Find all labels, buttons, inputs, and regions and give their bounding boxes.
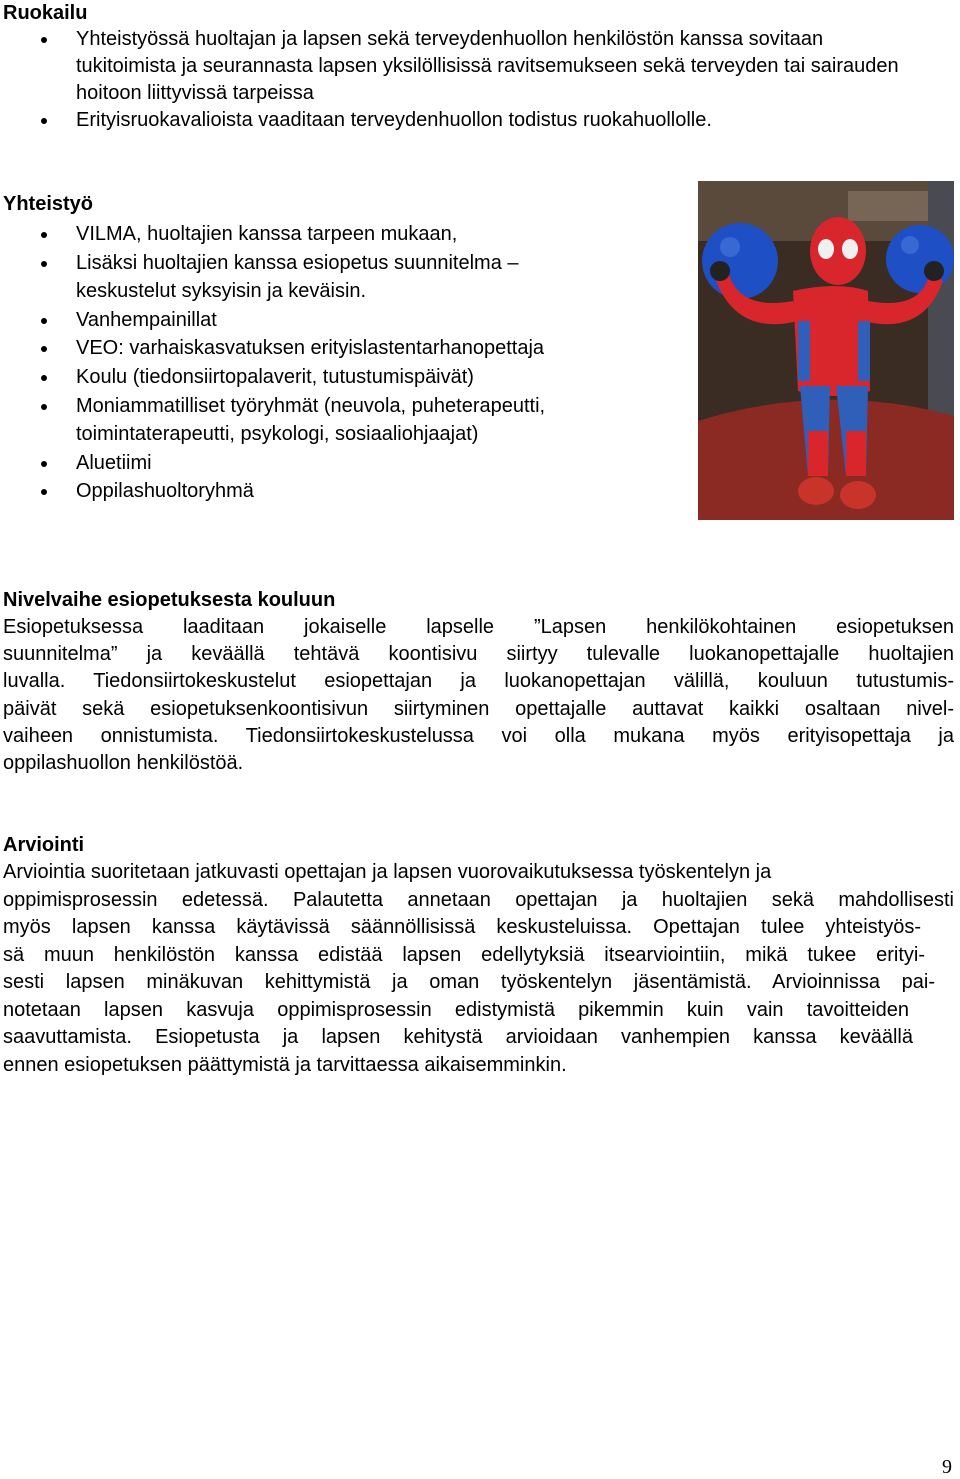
heading-arviointi: Arviointi bbox=[3, 834, 85, 856]
text-line: päivät sekä esiopetuksenkoontisivun siirtyminen opettajalle auttavat kaikki osaltaan nivel- bbox=[3, 697, 954, 720]
list-item-text: Erityisruokavalioista vaaditaan terveydenhuollon todistus ruokahuollolle. bbox=[76, 109, 712, 131]
section-nivelvaihe bbox=[3, 587, 954, 777]
text-line: ennen esiopetuksen päättymistä ja tarvittaessa aikaisemminkin. bbox=[3, 1053, 567, 1076]
text-line: Arviointia suoritetaan jatkuvasti opettajan ja lapsen vuorovaikutuksessa työskentelyn ja bbox=[3, 861, 772, 883]
list-item-text: Yhteistyössä huoltajan ja lapsen sekä terveydenhuollon henkilöstön kanssa sovitaan tukitoimista ja seurannasta lapsen yksilöllisissä ravitsemukseen sekä terveyden tai sairauden hoitoon liittyvissä tarpeissa bbox=[76, 28, 899, 104]
bullet-icon bbox=[41, 37, 47, 43]
text-line: oppimisprosessin edetessä. Palautetta annetaan opettajan ja huoltajien sekä mahdollisesti bbox=[3, 888, 954, 911]
bullet-icon bbox=[41, 261, 47, 267]
list-item bbox=[3, 363, 693, 392]
heading-nivelvaihe: Nivelvaihe esiopetuksesta kouluun bbox=[3, 589, 336, 611]
list-item bbox=[3, 334, 693, 363]
paragraph-nivelvaihe bbox=[3, 614, 954, 777]
bullet-icon bbox=[41, 461, 47, 467]
list-item bbox=[3, 249, 606, 306]
list-item bbox=[3, 306, 693, 335]
bullet-icon bbox=[41, 118, 47, 124]
list-item-text: Lisäksi huoltajien kanssa esiopetus suunnitelma – keskustelut syksyisin ja keväisin. bbox=[76, 251, 519, 303]
list-item bbox=[3, 392, 656, 449]
list-item bbox=[3, 477, 693, 506]
page-number: 9 bbox=[942, 1456, 952, 1478]
child-costume-photo bbox=[698, 181, 954, 520]
bullet-icon bbox=[41, 404, 47, 410]
text-line: sesti lapsen minäkuvan kehittymistä ja oman työskentelyn jäsentämistä. Arvioinnissa pai- bbox=[3, 971, 935, 993]
list-item-text: Koulu (tiedonsiirtopalaverit, tutustumispäivät) bbox=[76, 365, 474, 388]
section-ruokailu bbox=[3, 0, 923, 134]
text-line: luvalla. Tiedonsiirtokeskustelut esiopettajan ja luokanopettajan välillä, kouluun tutustumis- bbox=[3, 670, 954, 693]
heading-yhteistyo: Yhteistyö bbox=[3, 193, 94, 215]
list-item bbox=[3, 220, 693, 249]
bullet-icon bbox=[41, 232, 47, 238]
bullet-icon bbox=[41, 375, 47, 381]
list-item-text: VEO: varhaiskasvatuksen erityislastentarhanopettaja bbox=[76, 337, 545, 360]
text-line: notetaan lapsen kasvuja oppimisprosessin edistymistä pikemmin kuin vain tavoitteiden bbox=[3, 998, 909, 1021]
text-line: myös lapsen kanssa käytävissä säännöllisissä keskusteluissa. Opettajan tulee yhteistyös- bbox=[3, 916, 921, 938]
bullet-icon bbox=[41, 318, 47, 324]
paragraph-arviointi bbox=[3, 859, 954, 1079]
list-item bbox=[3, 107, 923, 134]
text-line: suunnitelma” ja keväällä tehtävä koontisivu siirtyy tulevalle luokanopettajalle huoltajien bbox=[3, 643, 954, 666]
list-item-text: Oppilashuoltoryhmä bbox=[76, 480, 254, 503]
list-item-text: Aluetiimi bbox=[76, 451, 152, 474]
text-line: saavuttamista. Esiopetusta ja lapsen kehitystä arvioidaan vanhempien kanssa keväällä bbox=[3, 1026, 913, 1048]
text-line: Esiopetuksessa laaditaan jokaiselle lapselle ”Lapsen henkilökohtainen esiopetuksen bbox=[3, 616, 954, 638]
section-yhteistyo bbox=[3, 191, 693, 506]
list-item bbox=[3, 26, 923, 107]
list-item-text: Vanhempainillat bbox=[76, 308, 217, 331]
section-arviointi bbox=[3, 832, 954, 1079]
text-line: sä muun henkilöstön kanssa edistää lapsen edellytyksiä itsearviointiin, mikä tukee erityi- bbox=[3, 943, 925, 966]
text-line: vaiheen onnistumista. Tiedonsiirtokeskustelussa voi olla mukana myös erityisopettaja ja bbox=[3, 724, 954, 747]
photo-illustration bbox=[698, 181, 954, 520]
list-item-text: Moniammatilliset työryhmät (neuvola, puheterapeutti, toimintaterapeutti, psykologi, sosiaaliohjaajat) bbox=[76, 394, 546, 446]
bullet-icon bbox=[41, 489, 47, 495]
heading-ruokailu: Ruokailu bbox=[3, 2, 88, 24]
list-item-text: VILMA, huoltajien kanssa tarpeen mukaan, bbox=[76, 223, 458, 245]
list-item bbox=[3, 449, 693, 478]
text-line: oppilashuollon henkilöstöä. bbox=[3, 752, 244, 775]
bullet-icon bbox=[41, 346, 47, 352]
ruokailu-list bbox=[3, 26, 923, 134]
yhteistyo-list bbox=[3, 220, 693, 506]
